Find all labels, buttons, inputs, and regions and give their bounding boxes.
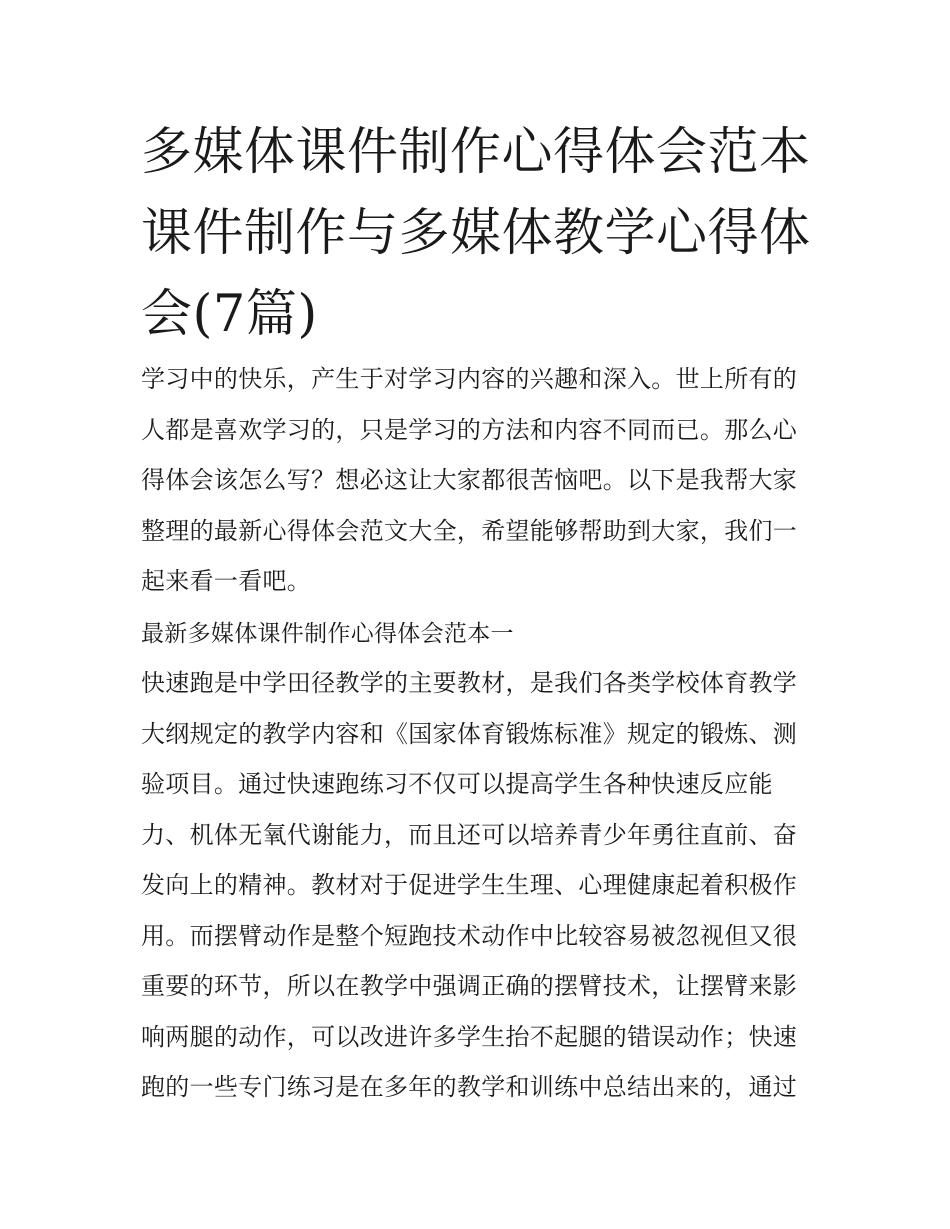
intro-paragraph-line: 人都是喜欢学习的，只是学习的方法和内容不同而已。那么心 <box>141 416 798 444</box>
section-paragraph-line: 力、机体无氧代谢能力，而且还可以培养青少年勇往直前、奋 <box>141 821 798 849</box>
section-heading: 最新多媒体课件制作心得体会范本一 <box>141 621 514 647</box>
section-paragraph-line: 发向上的精神。教材对于促进学生生理、心理健康起着积极作 <box>141 871 798 899</box>
document-title <box>141 112 821 355</box>
intro-paragraph-line: 学习中的快乐，产生于对学习内容的兴趣和深入。世上所有的 <box>141 365 798 393</box>
section-paragraph-line: 响两腿的动作，可以改进许多学生抬不起腿的错误动作；快速 <box>141 1023 798 1051</box>
section-paragraph-line: 跑的一些专门练习是在多年的教学和训练中总结出来的，通过 <box>141 1073 798 1101</box>
intro-paragraph-line: 整理的最新心得体会范文大全，希望能够帮助到大家，我们一 <box>141 517 798 545</box>
title-line: 课件制作与多媒体教学心得体 <box>141 204 811 263</box>
section-paragraph-line: 验项目。通过快速跑练习不仅可以提高学生各种快速反应能 <box>141 770 773 798</box>
section-paragraph-line: 大纲规定的教学内容和《国家体育锻炼标准》规定的锻炼、测 <box>141 720 798 748</box>
intro-paragraph-line: 起来看一看吧。 <box>141 567 312 595</box>
section-paragraph-line: 用。而摆臂动作是整个短跑技术动作中比较容易被忽视但又很 <box>141 922 798 950</box>
intro-paragraph-line: 得体会该怎么写？想必这让大家都很苦恼吧。以下是我帮大家 <box>141 466 798 494</box>
section-paragraph-line: 重要的环节，所以在教学中强调正确的摆臂技术，让摆臂来影 <box>141 972 798 1000</box>
section-paragraph-line: 快速跑是中学田径教学的主要教材，是我们各类学校体育教学 <box>141 669 798 697</box>
title-line: 多媒体课件制作心得体会范本 <box>141 123 811 182</box>
title-line: 会(7篇) <box>141 285 318 344</box>
